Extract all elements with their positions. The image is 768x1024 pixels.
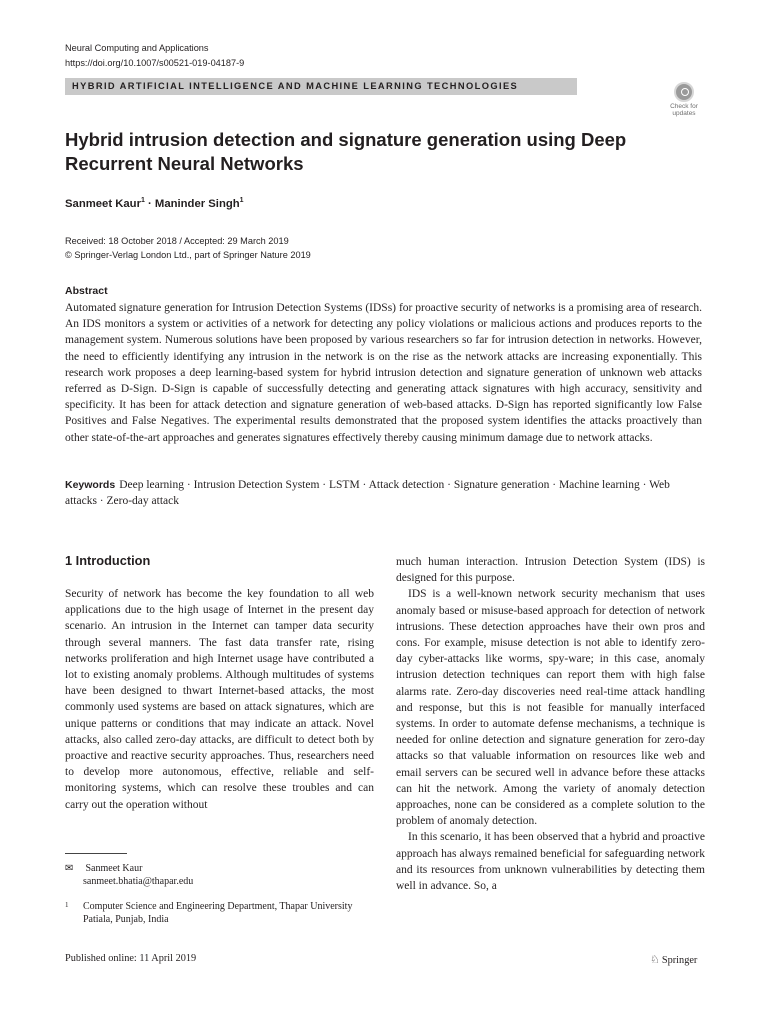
author-name[interactable]: Maninder Singh [154,197,240,210]
abstract-heading: Abstract [65,285,108,297]
keywords-heading: Keywords [65,479,116,491]
check-for-updates-badge[interactable] [664,82,704,124]
left-column [65,586,374,813]
badge-label-2: updates [672,110,696,117]
doi-link[interactable]: https://doi.org/10.1007/s00521-019-04187-9 [65,58,245,68]
affiliation [65,900,365,926]
paragraph: IDS is a well-known network security mechanism that uses anomaly based or misuse-based approach for detection of network intrusions. These detection approaches have their own pros and cons. For example, misuse detection is not able to identify zero-day cyber-attacks like worms, spy-ware; in this case, anomaly intrusion detection techniques can report them with high false alarms rate. Zero-day discoveries need real-time attack handling and response, but this is not feasible for manually interfaced systems. In order to automate defense mechanisms, a technique is needed for online detection and signature generation for zero-day attacks so that valuable information on resources like web and email servers can be secured well in advance before these attacks can hit the network. Among the variety of anomaly detection approaches, none can be considered as a complete solution to the problem of anomaly detection. [396,588,705,828]
right-column [396,554,705,894]
author-list [65,197,244,210]
affiliation-text: Computer Science and Engineering Department, Thapar University Patiala, Punjab, India [83,901,353,925]
check-updates-icon [674,82,694,102]
keywords [65,477,702,509]
published-online: Published online: 11 April 2019 [65,953,197,964]
affiliation-marker: 1 [239,197,244,204]
paper-title: Hybrid intrusion detection and signature generation using Deep Recurrent Neural Networks [65,129,627,174]
publisher-name: Springer [661,955,698,966]
corresponding-author [65,862,193,888]
affiliation-number: 1 [65,901,69,909]
abstract-text: Automated signature generation for Intrusion Detection Systems (IDSs) for proactive security of networks is a promising area of research. An IDS monitors a system or activities of a network for detecting any policy violations or malicious actions and produces reports to the management system. Numerous solutions have been proposed by various researchers so far for intrusion detection in networks. However, the need to efficiently identifying any intrusion in the network is on the rise as the network attacks are increasing exponentially. This research work proposes a deep learning-based system for hybrid intrusion detection and signature generation of unknown web attacks referred as D-Sign. D-Sign is capable of successfully detecting and generating attack signatures with high accuracy, sensitivity and specificity. It has been for attack detection and signature generation of web-based attacks. D-Sign has reported significantly low False Positives and False Negatives. The experimental results demonstrated that the proposed system identifies the attacks proactively than other state-of-the-art approaches and generates signatures effectively thereby causing minimum damage due to network attacks. [65,302,702,444]
author-separator: · [148,197,152,210]
topic-banner: HYBRID ARTIFICIAL INTELLIGENCE AND MACHINE LEARNING TECHNOLOGIES [65,78,577,95]
corresponding-email[interactable]: sanmeet.bhatia@thapar.edu [83,876,194,887]
springer-horse-icon: ♘ [650,953,660,966]
footnote-divider [65,853,127,854]
author-name[interactable]: Sanmeet Kaur [65,197,141,210]
publication-dates [65,234,311,262]
paragraph: Security of network has become the key foundation to all web applications due to the high usage of Internet in the present day scenario. An intrusion in the Internet can tamper data security through several manners. The fast data transfer rate, rising networks proliferation and high Internet usage have contributed a lot to existing anomaly problems. Although multitudes of systems have been designed to thwart Internet-based attacks, the most commonly used systems are based on attack signatures, which are unique patterns or conditions that may indicate an attack. Novel attacks, also called zero-day attacks, are difficult to detect both by proactive and reactive security approaches. Thus, researchers need to develop more autonomous, effective, reliable and self-monitoring systems, which can resolve these troubles and can carry out the operation without [65,588,374,811]
paragraph: In this scenario, it has been observed that a hybrid and proactive approach has always remained beneficial for safeguarding network and its resources from unknown vulnerabilities by detecting them well in advance. So, a [396,831,705,893]
paragraph: much human interaction. Intrusion Detection System (IDS) is designed for this purpose. [396,556,705,585]
received-accepted: Received: 18 October 2018 / Accepted: 29 March 2019 [65,236,289,246]
affiliation-marker: 1 [140,197,145,204]
badge-label-1: Check for [670,103,698,110]
section-heading: 1 Introduction [65,553,151,568]
corresponding-name: Sanmeet Kaur [85,863,143,874]
journal-name: Neural Computing and Applications [65,43,209,53]
envelope-icon: ✉ [65,863,74,874]
keywords-list: Deep learning · Intrusion Detection System · LSTM · Attack detection · Signature generation · Machine learning · Web attacks · Zero-day attack [65,479,670,508]
journal-header [65,41,244,71]
publisher-mark [650,953,697,966]
copyright-line: © Springer-Verlag London Ltd., part of Springer Nature 2019 [65,250,311,260]
